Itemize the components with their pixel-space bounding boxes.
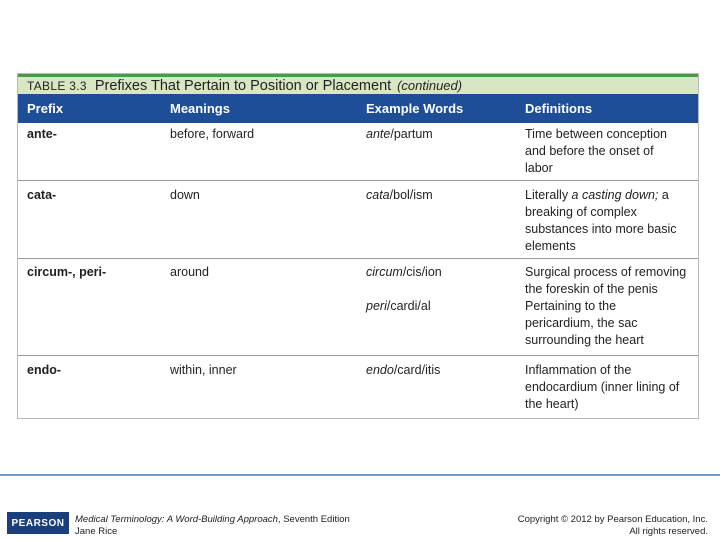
table-row (18, 356, 698, 418)
footer-copyright (518, 514, 708, 538)
header-definitions: Definitions (525, 101, 593, 116)
definition-line: the heart) (525, 397, 579, 411)
definition-text: a (658, 188, 669, 202)
table-row (18, 181, 698, 259)
prefix-cell: circum-, peri- (27, 265, 107, 279)
example-rest: /cis/ion (402, 265, 442, 279)
table-title: Prefixes That Pertain to Position or Placement (94, 78, 392, 94)
definition-emphasis: a casting down; (571, 188, 659, 202)
definition-line: substances into more basic (525, 222, 677, 236)
header-example-words: Example Words (366, 101, 464, 116)
definition-line: pericardium, the sac (525, 316, 638, 330)
copyright-text: Copyright © 2012 by Pearson Education, Inc. (517, 514, 708, 525)
table-header-row (18, 94, 698, 123)
definition-line: Surgical process of removing (525, 265, 687, 279)
footer-divider (0, 474, 720, 476)
definition-line: Time between conception (525, 127, 667, 141)
rights-text: All rights reserved. (629, 526, 708, 537)
definition-line: Inflammation of the (525, 363, 632, 377)
example-rest: /card/itis (393, 363, 441, 377)
example-rest: /partum (390, 127, 433, 141)
meaning-cell: down (170, 188, 200, 202)
definition-line: Pertaining to the (525, 299, 617, 313)
table-row (18, 123, 698, 181)
example-cell (366, 264, 442, 281)
book-title: Medical Terminology: A Word-Building Approach (75, 514, 278, 525)
example-root: ante (366, 127, 391, 141)
prefix-cell: ante- (27, 127, 57, 141)
table-title-bar (18, 74, 698, 94)
example-rest: /cardi/al (386, 299, 431, 313)
example-root: circum (366, 265, 403, 279)
definition-cell (525, 362, 695, 413)
example-rest: /bol/ism (389, 188, 433, 202)
table-continued-label: (continued) (397, 78, 463, 93)
book-line (75, 514, 350, 526)
example-cell (366, 187, 433, 204)
example-root: peri (366, 299, 387, 313)
definition-line: surrounding the heart (525, 333, 644, 347)
header-meanings: Meanings (170, 101, 230, 116)
prefix-cell: cata- (27, 188, 57, 202)
definition-line: and before the onset of (525, 144, 654, 158)
definition-line: elements (525, 239, 576, 253)
definition-line: endocardium (inner lining of (525, 380, 680, 394)
definition-cell (525, 187, 695, 255)
example-cell (366, 126, 433, 143)
author: Jane Rice (75, 526, 118, 537)
definition-line: breaking of complex (525, 205, 637, 219)
publisher-logo: PEARSON (7, 512, 69, 534)
meaning-cell: before, forward (170, 127, 255, 141)
example-cell (366, 362, 440, 379)
prefix-table (17, 73, 699, 419)
example-cell (366, 298, 431, 315)
book-edition: , Seventh Edition (277, 514, 350, 525)
table-row (18, 259, 698, 356)
definition-line: the foreskin of the penis (525, 282, 658, 296)
definition-cell (525, 126, 695, 177)
definition-line: labor (525, 161, 553, 175)
meaning-cell: within, inner (170, 363, 237, 377)
definition-cell (525, 264, 695, 349)
definition-text: Literally (525, 188, 572, 202)
example-root: cata (366, 188, 390, 202)
definition-line (525, 187, 695, 204)
prefix-cell: endo- (27, 363, 62, 377)
table-number: TABLE 3.3 (27, 79, 87, 93)
footer-citation (75, 514, 350, 538)
meaning-cell: around (170, 265, 209, 279)
header-prefix: Prefix (27, 101, 64, 116)
example-root: endo (366, 363, 394, 377)
